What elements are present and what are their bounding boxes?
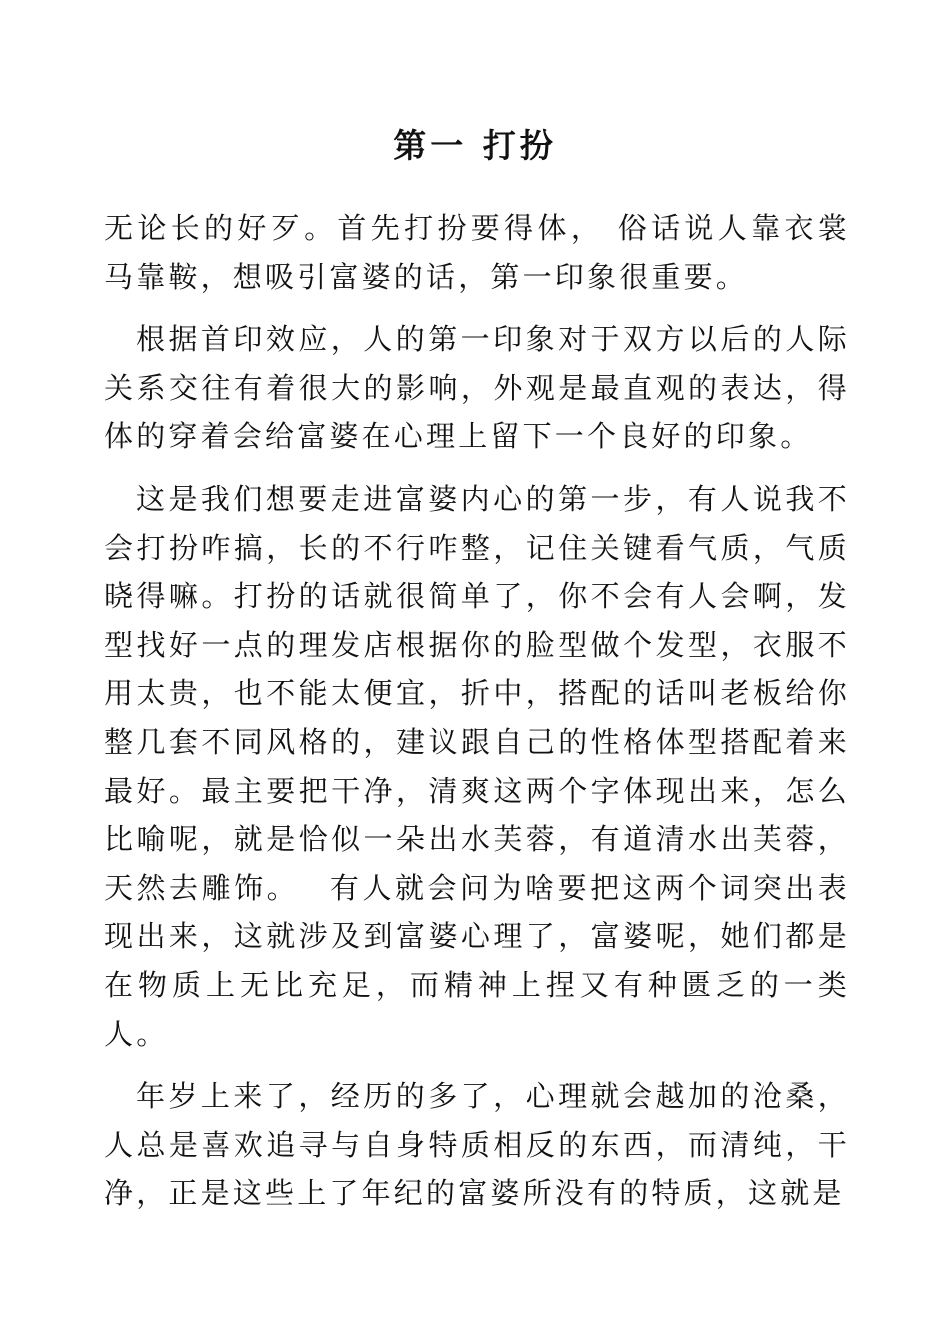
body-text <box>104 204 850 1232</box>
paragraph-2: 根据首印效应，人的第一印象对于双方以后的人际关系交往有着很大的影响，外观是最直观的表达，得体的穿着会给富婆在心理上留下一个良好的印象。 <box>104 322 850 454</box>
section-title: 第一 打扮 <box>393 126 557 165</box>
paragraph-4: 年岁上来了，经历的多了，心理就会越加的沧桑，人总是喜欢追寻与自身特质相反的东西，而清纯，干净，正是这些上了年纪的富婆所没有的特质，这就是 <box>104 1079 850 1211</box>
paragraph-3: 这是我们想要走进富婆内心的第一步，有人说我不会打扮咋搞，长的不行咋整，记住关键看气质，气质晓得嘛。打扮的话就很简单了，你不会有人会啊，发型找好一点的理发店根据你的脸型做个发型，衣服不用太贵，也不能太便宜，折中，搭配的话叫老板给你整几套不同风格的，建议跟自己的性格体型搭配着来最好。最主要把干净，清爽这两个字体现出来，怎么比喻呢，就是恰似一朵出水芙蓉，有道清水出芙蓉，天然去雕饰。 有人就会问为啥要把这两个词突出表现出来，这就涉及到富婆心理了，富婆呢，她们都是在物质上无比充足，而精神上捏又有种匮乏的一类人。 <box>104 481 850 1051</box>
paragraph-1: 无论长的好歹。首先打扮要得体， 俗话说人靠衣裳马靠鞍，想吸引富婆的话，第一印象很重要。 <box>104 211 850 294</box>
